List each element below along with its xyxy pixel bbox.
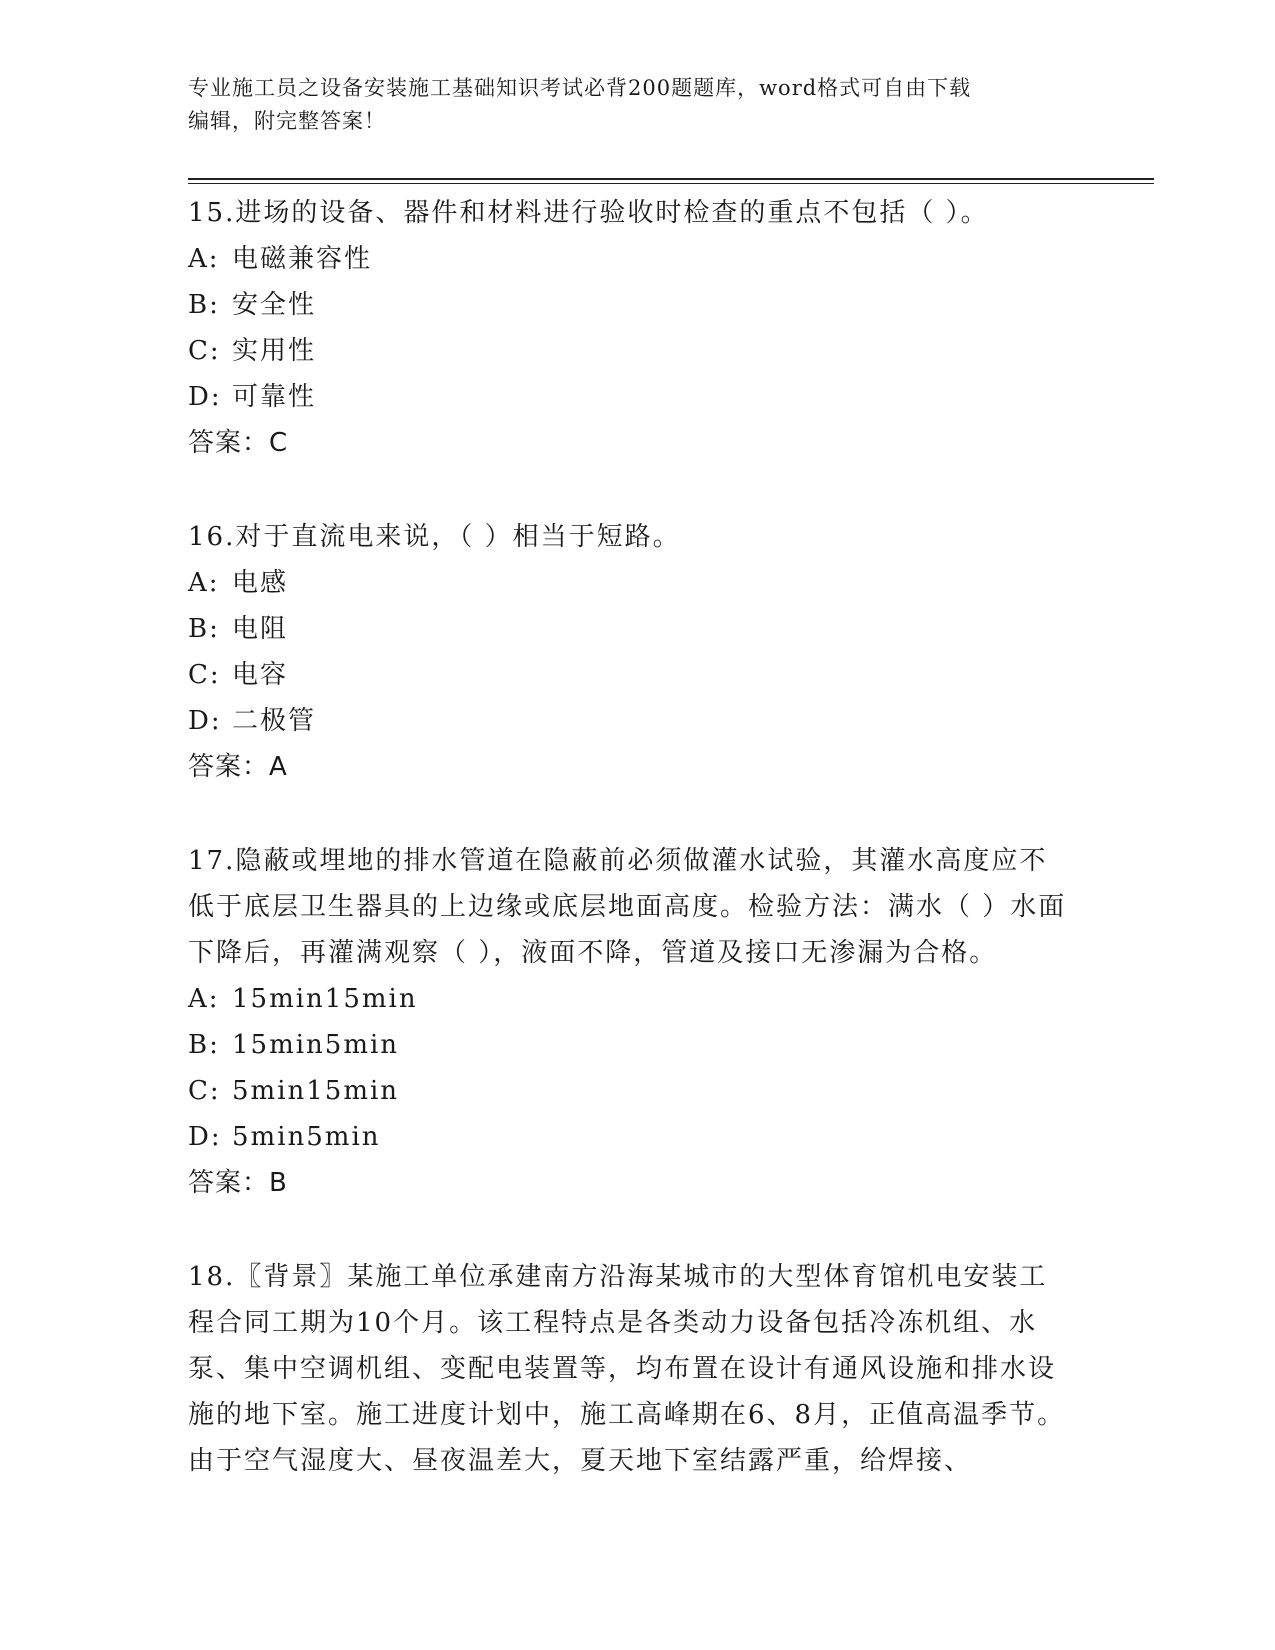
- question-16: [188, 514, 1068, 790]
- option-letter: D:: [188, 1122, 222, 1152]
- option-text: 电容: [232, 660, 289, 690]
- answer-line: 答案：C: [188, 428, 289, 458]
- header-divider-thin: [188, 183, 1154, 184]
- option-text: 5min15min: [232, 1076, 400, 1106]
- question-18: [188, 1254, 1068, 1484]
- header-line-2: 编辑，附完整答案！: [188, 109, 386, 133]
- option-text: 15min5min: [232, 1030, 400, 1060]
- header-line-1: 专业施工员之设备安装施工基础知识考试必背200题题库，word格式可自由下载: [188, 76, 972, 100]
- option-a: [188, 976, 1068, 1022]
- option-text: 安全性: [232, 290, 317, 320]
- option-b: [188, 606, 1068, 652]
- question-text: 15.进场的设备、器件和材料进行验收时检查的重点不包括（ ）。: [188, 198, 989, 228]
- option-text: 实用性: [232, 336, 317, 366]
- question-15: [188, 190, 1068, 466]
- question-text: 18.〖背景〗某施工单位承建南方沿海某城市的大型体育馆机电安装工程合同工期为10个月。该工程特点是各类动力设备包括冷冻机组、水泵、集中空调机组、变配电装置等，均布置在设计有通风设施和排水设施的地下室。施工进度计划中，施工高峰期在6、8月，正值高温季节。由于空气湿度大、昼夜温差大，夏天地下室结露严重，给焊接、: [188, 1262, 1066, 1476]
- question-17: [188, 838, 1068, 1206]
- option-d: [188, 698, 1068, 744]
- option-letter: A:: [188, 568, 220, 598]
- option-text: 电磁兼容性: [232, 244, 373, 274]
- answer-line: 答案：A: [188, 752, 288, 782]
- option-text: 5min5min: [232, 1122, 381, 1152]
- option-text: 可靠性: [232, 382, 317, 412]
- option-letter: B:: [188, 290, 220, 320]
- option-letter: A:: [188, 244, 220, 274]
- option-a: [188, 560, 1068, 606]
- answer-line: 答案：B: [188, 1168, 288, 1198]
- document-header: [188, 72, 1078, 138]
- question-text: 16.对于直流电来说，（ ）相当于短路。: [188, 522, 681, 552]
- option-text: 电阻: [232, 614, 289, 644]
- option-letter: C:: [188, 660, 221, 690]
- option-text: 电感: [232, 568, 289, 598]
- option-d: [188, 1114, 1068, 1160]
- question-text: 17.隐蔽或埋地的排水管道在隐蔽前必须做灌水试验，其灌水高度应不低于底层卫生器具的上边缘或底层地面高度。检验方法：满水（ ）水面下降后，再灌满观察（ ），液面不降，管道及接口无渗漏为合格。: [188, 846, 1067, 968]
- option-b: [188, 282, 1068, 328]
- option-c: [188, 1068, 1068, 1114]
- option-letter: D:: [188, 382, 222, 412]
- option-letter: C:: [188, 336, 221, 366]
- option-text: 15min15min: [232, 984, 418, 1014]
- header-divider-thick: [188, 178, 1154, 180]
- option-b: [188, 1022, 1068, 1068]
- option-letter: B:: [188, 614, 220, 644]
- option-text: 二极管: [232, 706, 317, 736]
- option-d: [188, 374, 1068, 420]
- option-letter: A:: [188, 984, 220, 1014]
- option-c: [188, 328, 1068, 374]
- option-a: [188, 236, 1068, 282]
- question-list: [188, 190, 1068, 1532]
- option-letter: D:: [188, 706, 222, 736]
- option-letter: C:: [188, 1076, 221, 1106]
- option-letter: B:: [188, 1030, 220, 1060]
- option-c: [188, 652, 1068, 698]
